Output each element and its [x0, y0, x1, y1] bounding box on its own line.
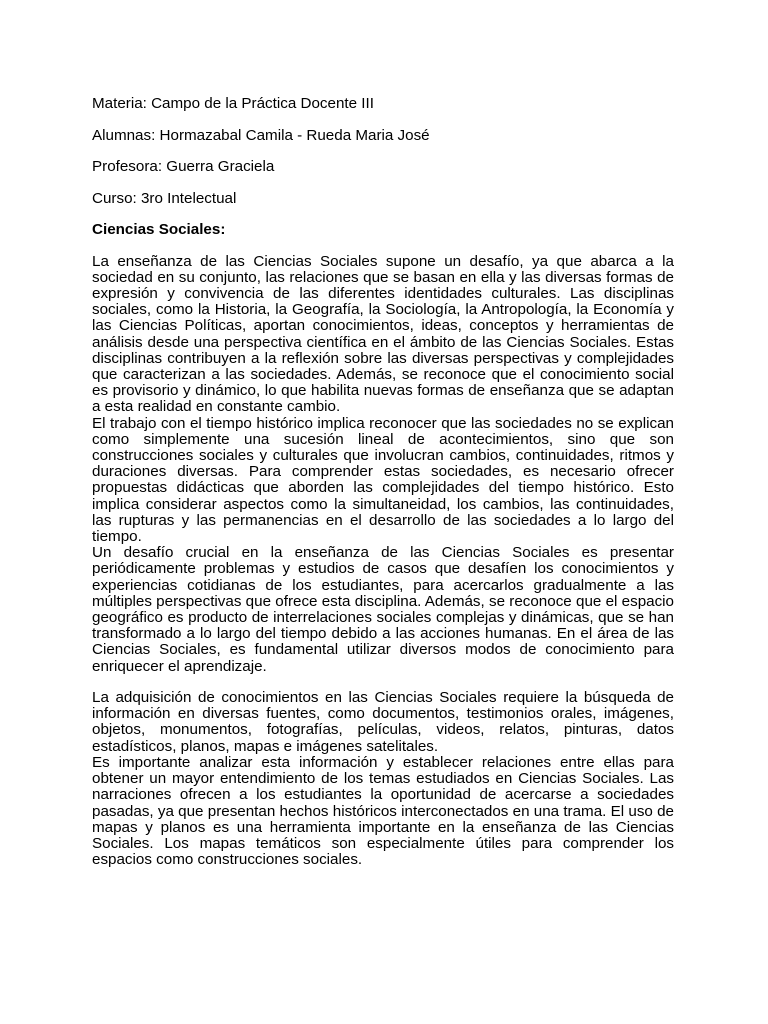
students-line: Alumnas: Hormazabal Camila - Rueda Maria José	[92, 126, 430, 144]
course-line: Curso: 3ro Intelectual	[92, 189, 237, 207]
document-page	[92, 96, 674, 868]
paragraph-knowledge-sources: La adquisición de conocimientos en las Ciencias Sociales requiere la búsqueda de información en diversas fuentes, como documentos, testimonios orales, imágenes, objetos, monumentos, fotografías, películas, videos, relatos, pinturas, datos estadísticos, planos, mapas e imágenes satelitales.	[92, 689, 674, 755]
paragraph-intro: La enseñanza de las Ciencias Sociales supone un desafío, ya que abarca a la sociedad en su conjunto, las relaciones que se basan en ella y las diversas formas de expresión y convivencia de las diferentes identidades culturales. Las disciplinas sociales, como la Historia, la Geografía, la Sociología, la Antropología, la Economía y las Ciencias Políticas, aportan conocimientos, ideas, conceptos y herramientas de análisis desde una perspectiva científica en el ámbito de las Ciencias Sociales. Estas disciplinas contribuyen a la reflexión sobre las diversas perspectivas y complejidades que caracterizan a las sociedades. Además, se reconoce que el conocimiento social es provisorio y dinámico, lo que habilita nuevas formas de enseñanza que se adaptan a esta realidad en constante cambio.	[92, 252, 674, 416]
subject-line: Materia: Campo de la Práctica Docente III	[92, 95, 374, 112]
paragraph-analysis: Es importante analizar esta información y establecer relaciones entre ellas para obtener un mayor entendimiento de los temas estudiados en Ciencias Sociales. Las narraciones ofrecen a los estudiantes la oportunidad de acercarse a sociedades pasadas, ya que presentan hechos históricos interconectados en una trama. El uso de mapas y planos es una herramienta importante en la enseñanza de las Ciencias Sociales. Los mapas temáticos son especialmente útiles para comprender los espacios como construcciones sociales.	[92, 753, 674, 869]
teacher-line: Profesora: Guerra Graciela	[92, 158, 275, 175]
paragraph-historical-time: El trabajo con el tiempo histórico implica reconocer que las sociedades no se explican como simplemente una sucesión lineal de acontecimientos, sino que son construcciones sociales y culturales que involucran cambios, continuidades, ritmos y duraciones diversas. Para comprender estas sociedades, es necesario ofrecer propuestas didácticas que aborden las complejidades del tiempo histórico. Esto implica considerar aspectos como la simultaneidad, los cambios, las continuidades, las rupturas y las permanencias en el desarrollo de las sociedades a lo largo del tiempo.	[92, 414, 674, 545]
paragraph-gap	[92, 675, 674, 690]
paragraph-crucial-challenge: Un desafío crucial en la enseñanza de las Ciencias Sociales es presentar periódicamente problemas y estudios de casos que desafíen los conocimientos y experiencias cotidianas de los estudiantes, para acercarlos gradualmente a las múltiples perspectivas que ofrece esta disciplina. Además, se reconoce que el espacio geográfico es producto de interrelaciones sociales complejas y dinámicas, que se han transformado a lo largo del tiempo debido a las acciones humanas. En el área de las Ciencias Sociales, es fundamental utilizar diversos modos de conocimiento para enriquecer el aprendizaje.	[92, 544, 674, 675]
section-title: Ciencias Sociales:	[92, 221, 226, 238]
